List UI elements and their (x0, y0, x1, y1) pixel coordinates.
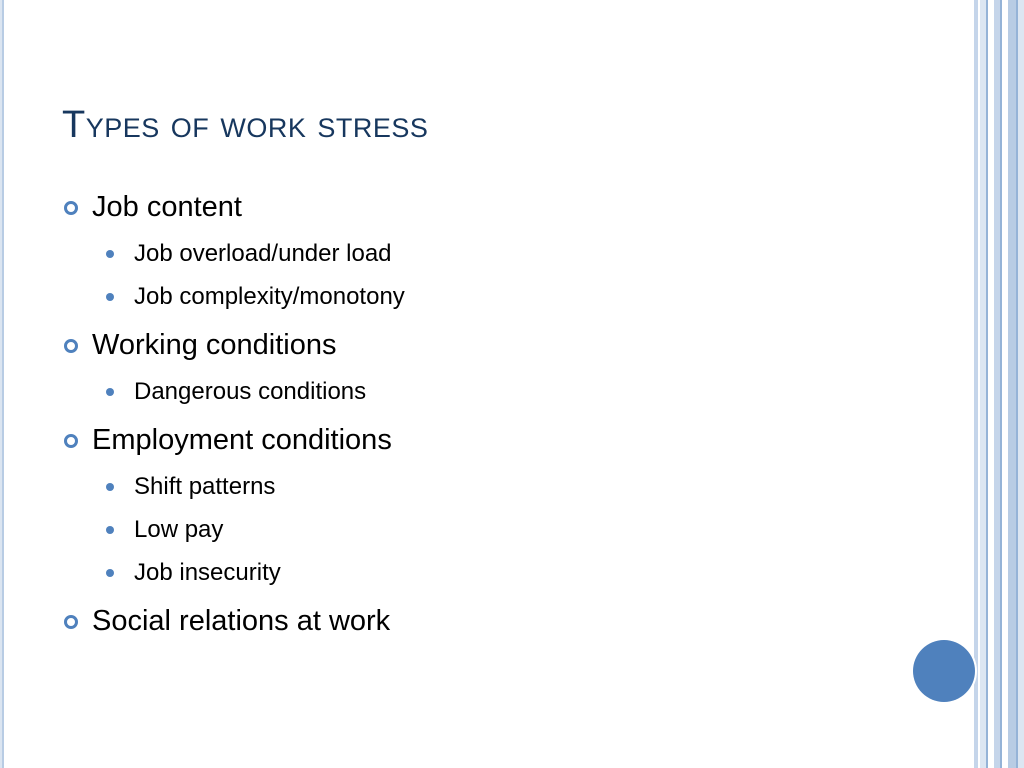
stripe (1018, 0, 1024, 768)
sub-bullet-text: Shift patterns (134, 473, 276, 500)
sub-bullet-text: Job overload/under load (134, 240, 392, 267)
sub-bullet-item (62, 508, 902, 551)
slide-title: Types of work stress (62, 104, 429, 146)
bullet-text: Employment conditions (92, 424, 392, 456)
bullet-text: Job content (92, 191, 242, 223)
right-decorative-stripes (974, 0, 1024, 768)
dot-bullet-icon (106, 526, 114, 534)
sub-bullet-text: Job complexity/monotony (134, 283, 405, 310)
sub-bullet-text: Job insecurity (134, 559, 281, 586)
dot-bullet-icon (106, 388, 114, 396)
sub-bullet-item (62, 551, 902, 594)
stripe (1008, 0, 1016, 768)
bullet-item (62, 324, 902, 366)
circle-decoration-icon (913, 640, 975, 702)
dot-bullet-icon (106, 250, 114, 258)
ring-bullet-icon (64, 201, 78, 215)
bullet-list (62, 186, 902, 646)
sub-bullet-text: Low pay (134, 516, 224, 543)
sub-bullet-item (62, 232, 902, 275)
bullet-text: Working conditions (92, 329, 337, 361)
bullet-item (62, 419, 902, 461)
ring-bullet-icon (64, 434, 78, 448)
sub-bullet-item (62, 275, 902, 318)
ring-bullet-icon (64, 339, 78, 353)
dot-bullet-icon (106, 293, 114, 301)
dot-bullet-icon (106, 569, 114, 577)
bullet-text: Social relations at work (92, 605, 391, 637)
left-border-rule (0, 0, 4, 768)
bullet-item (62, 186, 902, 228)
sub-bullet-text: Dangerous conditions (134, 378, 367, 405)
bullet-item (62, 600, 902, 642)
ring-bullet-icon (64, 615, 78, 629)
sub-bullet-item (62, 465, 902, 508)
sub-bullet-item (62, 370, 902, 413)
dot-bullet-icon (106, 483, 114, 491)
